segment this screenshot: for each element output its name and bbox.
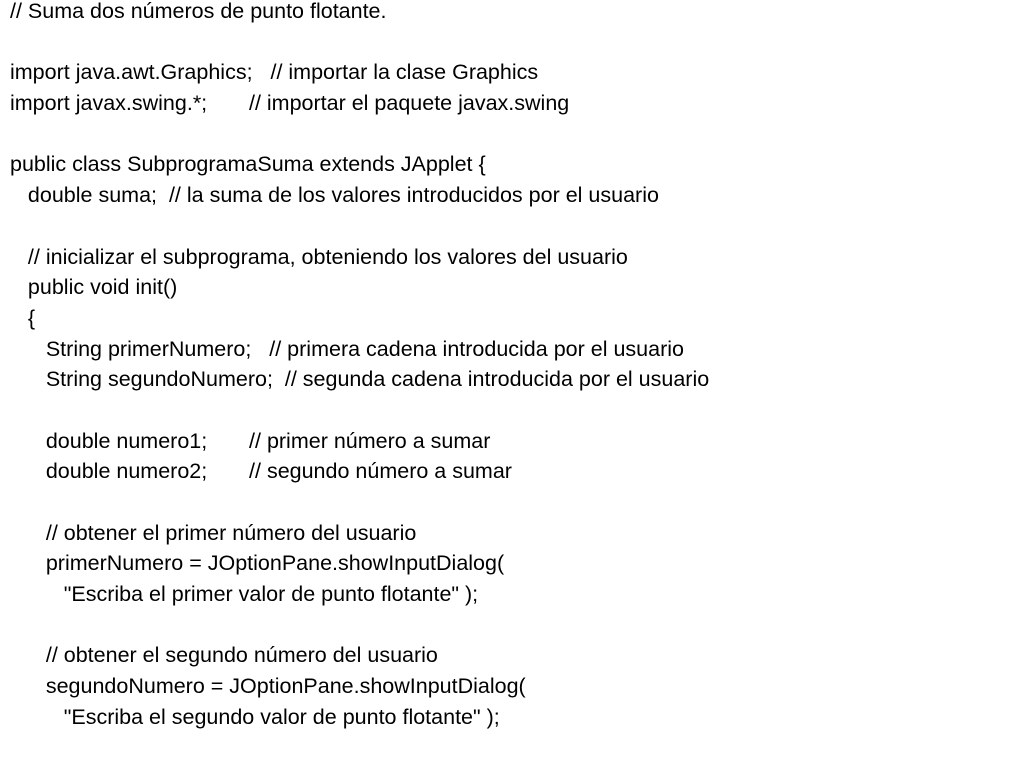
code-line-blank: [10, 395, 709, 426]
code-line-var-segundo: String segundoNumero; // segunda cadena introducida por el usuario: [10, 367, 710, 392]
code-line-assign-primer: primerNumero = JOptionPane.showInputDialog(: [10, 551, 505, 576]
code-line-blank: [10, 119, 709, 150]
code-line-comment-init: // inicializar el subprograma, obteniendo los valores del usuario: [10, 244, 628, 269]
code-line-comment-primer: // obtener el primer número del usuario: [10, 520, 417, 545]
code-line-prompt-segundo: "Escriba el segundo valor de punto flotante" );: [10, 704, 500, 729]
code-line-var-primer: String primerNumero; // primera cadena introducida por el usuario: [10, 336, 684, 361]
code-line-method-init: public void init(): [10, 275, 178, 300]
code-line-comment-segundo: // obtener el segundo número del usuario: [10, 643, 438, 668]
code-line-open-brace: {: [10, 305, 36, 330]
code-line-class-declaration: public class SubprogramaSuma extends JApplet {: [10, 152, 486, 177]
code-line-blank: [10, 487, 709, 518]
code-line-assign-segundo: segundoNumero = JOptionPane.showInputDialog(: [10, 674, 526, 699]
code-line-var-numero1: double numero1; // primer número a sumar: [10, 428, 491, 453]
code-line-blank: [10, 211, 709, 242]
code-line-blank: [10, 27, 709, 58]
code-line-var-numero2: double numero2; // segundo número a sumar: [10, 459, 512, 484]
code-line-prompt-primer: "Escriba el primer valor de punto flotante" );: [10, 582, 479, 607]
code-line-field-suma: double suma; // la suma de los valores introducidos por el usuario: [10, 183, 659, 208]
code-line-comment-title: // Suma dos números de punto flotante.: [10, 0, 387, 23]
code-line-blank: [10, 610, 709, 641]
java-source-code: [10, 0, 709, 733]
code-line-import-swing: import javax.swing.*; // importar el paquete javax.swing: [10, 91, 570, 116]
code-line-import-graphics: import java.awt.Graphics; // importar la clase Graphics: [10, 60, 539, 85]
